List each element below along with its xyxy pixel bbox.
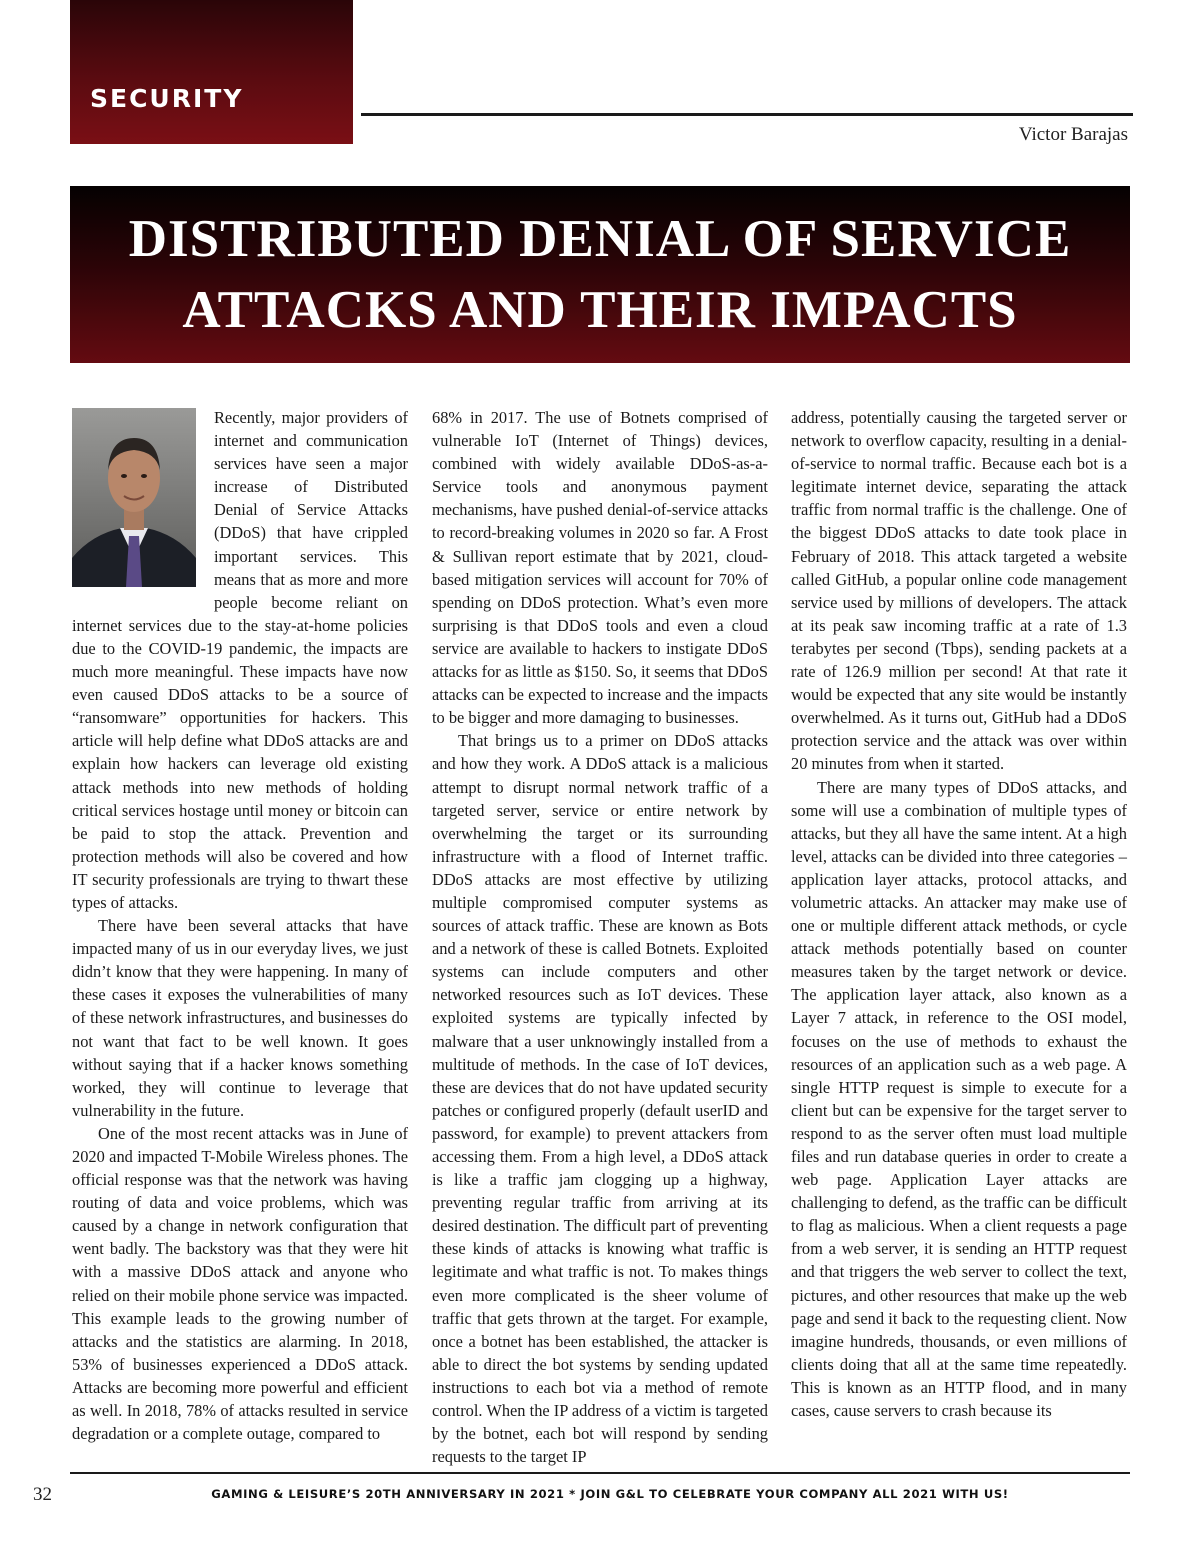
footer-rule [70,1472,1130,1474]
title-line-1: DISTRIBUTED DENIAL OF SERVICE [128,209,1072,268]
footer-banner: GAMING & LEISURE’S 20TH ANNIVERSARY IN 2021 * JOIN G&L TO CELEBRATE YOUR COMPANY ALL 2021 WITH US! [211,1487,1009,1501]
section-tab [70,0,353,144]
paragraph: There have been several attacks that have impacted many of us in our everyday lives, we just didn’t know that they were happening. In many of these cases it exposes the vulnerabilities of many of these network infrastructures, and businesses do not want that fact to be well known. It goes without saying that if a hacker knows something worked, they will continue to leverage that vulnerability in the future. [72,916,408,1120]
article-column-2 [432,406,768,1467]
title-line-2: ATTACKS AND THEIR IMPACTS [182,280,1018,339]
paragraph: There are many types of DDoS attacks, and some will use a combination of multiple types of attacks, but they all have the same intent. At a high level, attacks can be divided into three categories – application layer attacks, protocol attacks, and volumetric attacks. An attacker may make use of one or multiple different attack methods, or cycle attack methods potentially based on counter measures taken by the target network or device. The application layer attack, also known as a Layer 7 attack, in reference to the OSI model, focuses on the use of methods to exhaust the resources of an application such as a web page. A single HTTP request is simple to execute for a client but can be expensive for the target server to respond to as the server often must load multiple files and run database queries in order to create a web page. Application Layer attacks are challenging to defend, as the traffic can be difficult to flag as malicious. When a client requests a page from a web server, it is sending an HTTP request and that triggers the web server to collect the text, pictures, and other resources that make up the web page and send it back to the requesting client. Now imagine hundreds, thousands, or even millions of clients doing that all at the same time repeatedly. This is known as an HTTP flood, and in many cases, cause servers to crash because its [791,777,1127,1421]
article-title [129,204,1072,346]
paragraph: That brings us to a primer on DDoS attacks and how they work. A DDoS attack is a malicious attempt to disrupt normal network traffic of a targeted server, service or entire network by overwhelming the target or its surrounding infrastructure with a flood of Internet traffic. DDoS attacks are most effective by utilizing multiple compromised computer systems as sources of attack traffic. These are known as Bots and a network of these is called Botnets. Exploited systems can include computers and other networked resources such as IoT devices. These exploited systems are typically infected by malware that a user unknowingly installed from a multitude of methods. In the case of IoT devices, these are devices that do not have updated security patches or configured properly (default userID and password, for example) to prevent attackers from accessing them. From a high level, a DDoS attack is like a traffic jam clogging up a highway, preventing regular traffic from arriving at its desired destination. The difficult part of preventing these kinds of attacks is knowing what traffic is legitimate and what traffic is not. To makes things even more complicated is the sheer volume of traffic that gets thrown at the target. For example, once a botnet has been established, the attacker is able to direct the bot systems by sending updated instructions to each bot via a method of remote control. When the IP address of a victim is targeted by the botnet, each bot will respond by sending requests to the target IP [432,731,768,1467]
section-label: SECURITY [90,84,244,113]
header-rule [361,113,1133,116]
title-banner [70,186,1130,363]
author-portrait [72,408,196,587]
page-number: 32 [33,1484,52,1505]
author-name: Victor Barajas [1018,124,1128,145]
paragraph: 68% in 2017. The use of Botnets comprised of vulnerable IoT (Internet of Things) devices, combined with widely available DDoS-as-a-Service tools and anonymous payment mechanisms, have pushed denial-of-service attacks to record-breaking volumes in 2020 so far. A Frost & Sullivan report estimate that by 2021, cloud-based mitigation services will account for 70% of spending on DDoS protection. What’s even more surprising is that DDoS tools and even a cloud service are available to hackers to instigate DDoS attacks for as little as $150. So, it seems that DDoS attacks can be expected to increase and the impacts to be bigger and more damaging to businesses. [432,408,768,728]
paragraph: One of the most recent attacks was in June of 2020 and impacted T-Mobile Wireless phones. The official response was that the network was having routing of data and voice problems, which was caused by a change in network configuration that went badly. The backstory was that they were hit with a massive DDoS attack and anyone who relied on their mobile phone service was impacted. This example leads to the growing number of attacks and the statistics are alarming. In 2018, 53% of businesses experienced a DDoS attack. Attacks are becoming more powerful and efficient as well. In 2018, 78% of attacks resulted in service degradation or a complete outage, compared to [72,1123,408,1444]
paragraph: Recently, major providers of internet and communication services have seen a major increase of Distributed Denial of Service Attacks (DDoS) that have crippled important services. This means that as more and more people become reliant on internet services due to the stay-at-home policies due to the COVID-19 pandemic, the impacts are much more meaningful. These impacts have now even caused DDoS attacks to be a source of “ransomware” opportunities for hackers. This article will help define what DDoS attacks are and explain how hackers can leverage old existing attack methods into new methods of holding critical services hostage until money or bitcoin can be paid to stop the attack. Prevention and protection methods will also be covered and how IT security professionals are trying to thwart these types of attacks. [72,408,408,912]
article-column-3 [791,406,1127,1456]
article-column-1 [72,406,408,1456]
paragraph: address, potentially causing the targeted server or network to overflow capacity, resulting in a denial-of-service to normal traffic. Because each bot is a legitimate internet device, separating the attack traffic from normal traffic is the challenge. One of the biggest DDoS attacks to date took place in February of 2018. This attack targeted a website called GitHub, a popular online code management service used by millions of developers. The attack at its peak saw incoming traffic at a rate of 1.3 terabytes per second (Tbps), sending packets at a rate of 126.9 million per second! At that rate it would be expected that any site would be instantly overwhelmed. As it turns out, GitHub had a DDoS protection service and the attack was over within 20 minutes from when it started. [791,408,1127,774]
